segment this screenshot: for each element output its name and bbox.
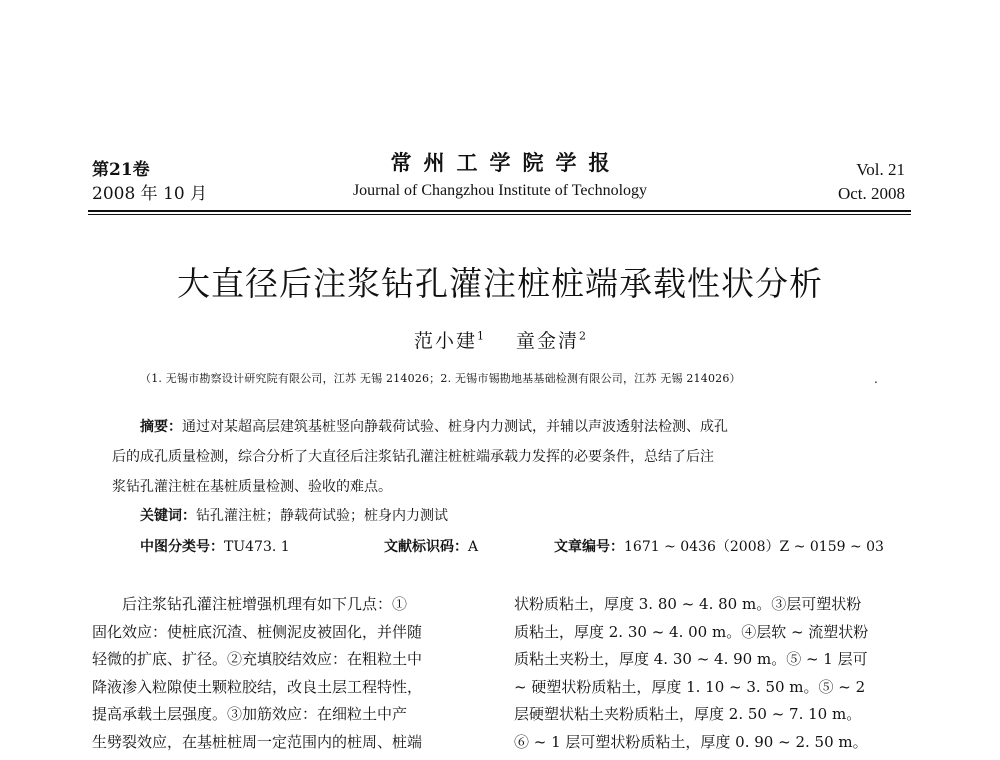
- body-line: 状粉质粘土，厚度 3. 80 ~ 4. 80 m。③层可塑状粉: [514, 595, 862, 613]
- author-1: [414, 330, 484, 352]
- classification-value: TU473. 1: [224, 539, 290, 555]
- abstract-label: 摘要：: [140, 419, 182, 435]
- body-line: 轻微的扩底、扩径。②充填胶结效应：在粗粒土中: [92, 650, 423, 668]
- abstract-line: 浆钻孔灌注桩在基桩质量检测、验收的难点。: [112, 479, 392, 495]
- running-head-right: [838, 158, 905, 206]
- author-name: 童金清: [516, 330, 580, 352]
- body-line: 生劈裂效应，在基桩桩周一定范围内的桩周、桩端: [92, 732, 423, 751]
- body-column-right: [514, 591, 868, 756]
- body-line: ~ 硬塑状粉质粘土，厚度 1. 10 ~ 3. 50 m。⑤ ~ 2: [514, 677, 866, 696]
- header-rule-thin: [88, 214, 911, 215]
- body-line: 固化效应：使桩底沉渣、桩侧泥皮被固化，并伴随: [92, 622, 423, 641]
- body-line: 质粘土，厚度 2. 30 ~ 4. 00 m。④层软 ~ 流塑状粉: [514, 622, 869, 641]
- body-line: 降液渗入粒隙使土颗粒胶结，改良土层工程特性，: [92, 677, 423, 696]
- affiliation: （1. 无锡市勘察设计研究院有限公司，江苏 无锡 214026；2. 无锡市锡勘地基基础检测有限公司，江苏 无锡 214026）: [140, 372, 741, 385]
- volume-cn: 第21卷: [92, 160, 150, 180]
- author-sup: 1: [476, 329, 484, 343]
- body-line: 质粘土夹粉土，厚度 4. 30 ~ 4. 90 m。⑤ ~ 1 层可: [514, 650, 868, 668]
- classification-label: 中图分类号：: [140, 539, 224, 555]
- article-number: [554, 534, 884, 560]
- document-code-label: 文献标识码：: [384, 539, 468, 555]
- body-line: ⑥ ~ 1 层可塑状粉质粘土，厚度 0. 90 ~ 2. 50 m。: [514, 732, 868, 751]
- author-2: [516, 330, 586, 352]
- body-line: 层硬塑状粘土夹粉质粘土，厚度 2. 50 ~ 7. 10 m。: [514, 705, 862, 723]
- affiliation-mark: .: [874, 372, 878, 386]
- journal-title-en: Journal of Changzhou Institute of Technology: [352, 182, 648, 199]
- article-title: 大直径后注浆钻孔灌注桩桩端承载性状分析: [177, 264, 823, 303]
- date-en: Oct. 2008: [837, 184, 905, 203]
- abstract-line: 后的成孔质量检测，综合分析了大直径后注浆钻孔灌注桩桩端承载力发挥的必要条件，总结了后注: [112, 449, 714, 465]
- body-line: 提高承载土层强度。③加筋效应：在细粒土中产: [92, 705, 408, 723]
- document-code: [384, 534, 478, 560]
- body-column-left: [92, 591, 422, 756]
- abstract: [112, 412, 892, 502]
- document-code-value: A: [468, 539, 479, 555]
- article-number-label: 文章编号：: [554, 539, 624, 555]
- keywords: [140, 503, 448, 529]
- classification-code: [140, 534, 290, 560]
- date-cn: 2008 年 10 月: [92, 184, 208, 204]
- author-name: 范小建: [413, 330, 477, 352]
- abstract-text: 通过对某超高层建筑基桩竖向静载荷试验、桩身内力测试，并辅以声波透射法检测、成孔: [182, 419, 728, 435]
- keywords-text: 钻孔灌注桩；静载荷试验；桩身内力测试: [196, 508, 448, 524]
- body-line: 后注浆钻孔灌注桩增强机理有如下几点：①: [122, 595, 408, 613]
- keywords-label: 关键词：: [140, 508, 196, 524]
- author-list: [0, 326, 1000, 353]
- header-rule-thick: [88, 210, 911, 212]
- abstract-line: [112, 412, 892, 442]
- journal-title-cn: 常州工学院学报: [390, 150, 622, 175]
- article-number-value: 1671 ~ 0436（2008）Z ~ 0159 ~ 03: [624, 539, 884, 555]
- volume-en: Vol. 21: [856, 160, 905, 179]
- author-sup: 2: [579, 329, 587, 343]
